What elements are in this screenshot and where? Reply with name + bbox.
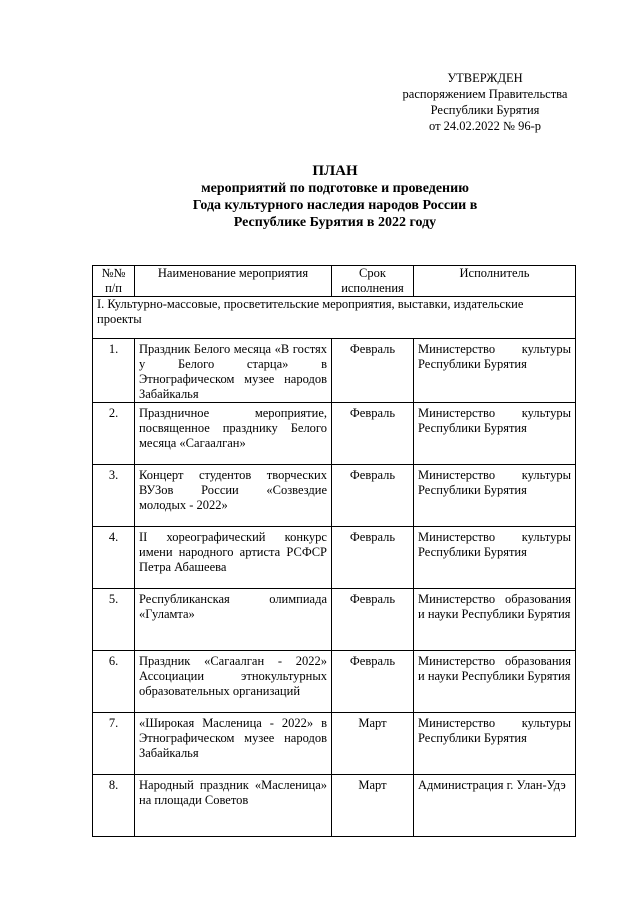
row-term: Март [332,775,414,837]
document-title [90,163,580,231]
table-row [93,339,576,403]
row-term: Февраль [332,339,414,403]
row-term: Февраль [332,589,414,651]
row-event-name: Республиканская олимпиада «Гуламта» [135,589,332,651]
table-row [93,775,576,837]
row-num: 6. [93,651,135,713]
table-row [93,403,576,465]
row-executor: Министерство культуры Республики Бурятия [414,713,576,775]
approval-authority: распоряжением Правительства [402,87,568,101]
table-row [93,465,576,527]
row-num: 1. [93,339,135,403]
row-event-name: Праздник «Сагаалган - 2022» Ассоциации этнокультурных образовательных организаций [135,651,332,713]
row-num: 7. [93,713,135,775]
row-num: 2. [93,403,135,465]
section-title: I. Культурно-массовые, просветительские мероприятия, выставки, издательские проекты [93,297,576,339]
row-num: 5. [93,589,135,651]
row-num: 4. [93,527,135,589]
row-executor: Министерство образования и науки Республики Бурятия [414,651,576,713]
row-executor: Министерство культуры Республики Бурятия [414,339,576,403]
row-executor: Администрация г. Улан-Удэ [414,775,576,837]
approval-date-number: от 24.02.2022 № 96-р [428,119,541,133]
events-table [92,265,576,837]
title-line-4: Республике Бурятия в 2022 году [233,215,437,230]
header-num: №№ п/п [93,266,135,297]
title-heading: ПЛАН [312,163,358,179]
row-term: Февраль [332,403,414,465]
table-row [93,713,576,775]
row-num: 3. [93,465,135,527]
row-event-name: «Широкая Масленица - 2022» в Этнографическом музее народов Забайкалья [135,713,332,775]
approval-region: Республики Бурятия [430,103,540,117]
row-event-name: Праздник Белого месяца «В гостях у Белого старца» в Этнографическом музее народов Забайкалья [135,339,332,403]
header-executor: Исполнитель [414,266,576,297]
header-term: Срок исполнения [332,266,414,297]
row-term: Февраль [332,651,414,713]
row-executor: Министерство культуры Республики Бурятия [414,527,576,589]
table-row [93,651,576,713]
row-executor: Министерство образования и науки Республики Бурятия [414,589,576,651]
row-executor: Министерство культуры Республики Бурятия [414,465,576,527]
table-header-row [93,266,576,297]
approval-stamp [390,70,580,134]
section-row [93,297,576,339]
table-row [93,589,576,651]
row-event-name: Народный праздник «Масленица» на площади Советов [135,775,332,837]
row-event-name: Праздничное мероприятие, посвященное празднику Белого месяца «Сагаалган» [135,403,332,465]
approval-status: УТВЕРЖДЕН [447,71,523,85]
row-event-name: Концерт студентов творческих ВУЗов России «Созвездие молодых - 2022» [135,465,332,527]
row-num: 8. [93,775,135,837]
row-event-name: II хореографический конкурс имени народного артиста РСФСР Петра Абашеева [135,527,332,589]
title-line-3: Года культурного наследия народов России в [192,198,478,213]
row-term: Февраль [332,527,414,589]
table-row [93,527,576,589]
row-term: Март [332,713,414,775]
title-line-2: мероприятий по подготовке и проведению [201,181,469,196]
header-name: Наименование мероприятия [135,266,332,297]
row-executor: Министерство культуры Республики Бурятия [414,403,576,465]
row-term: Февраль [332,465,414,527]
